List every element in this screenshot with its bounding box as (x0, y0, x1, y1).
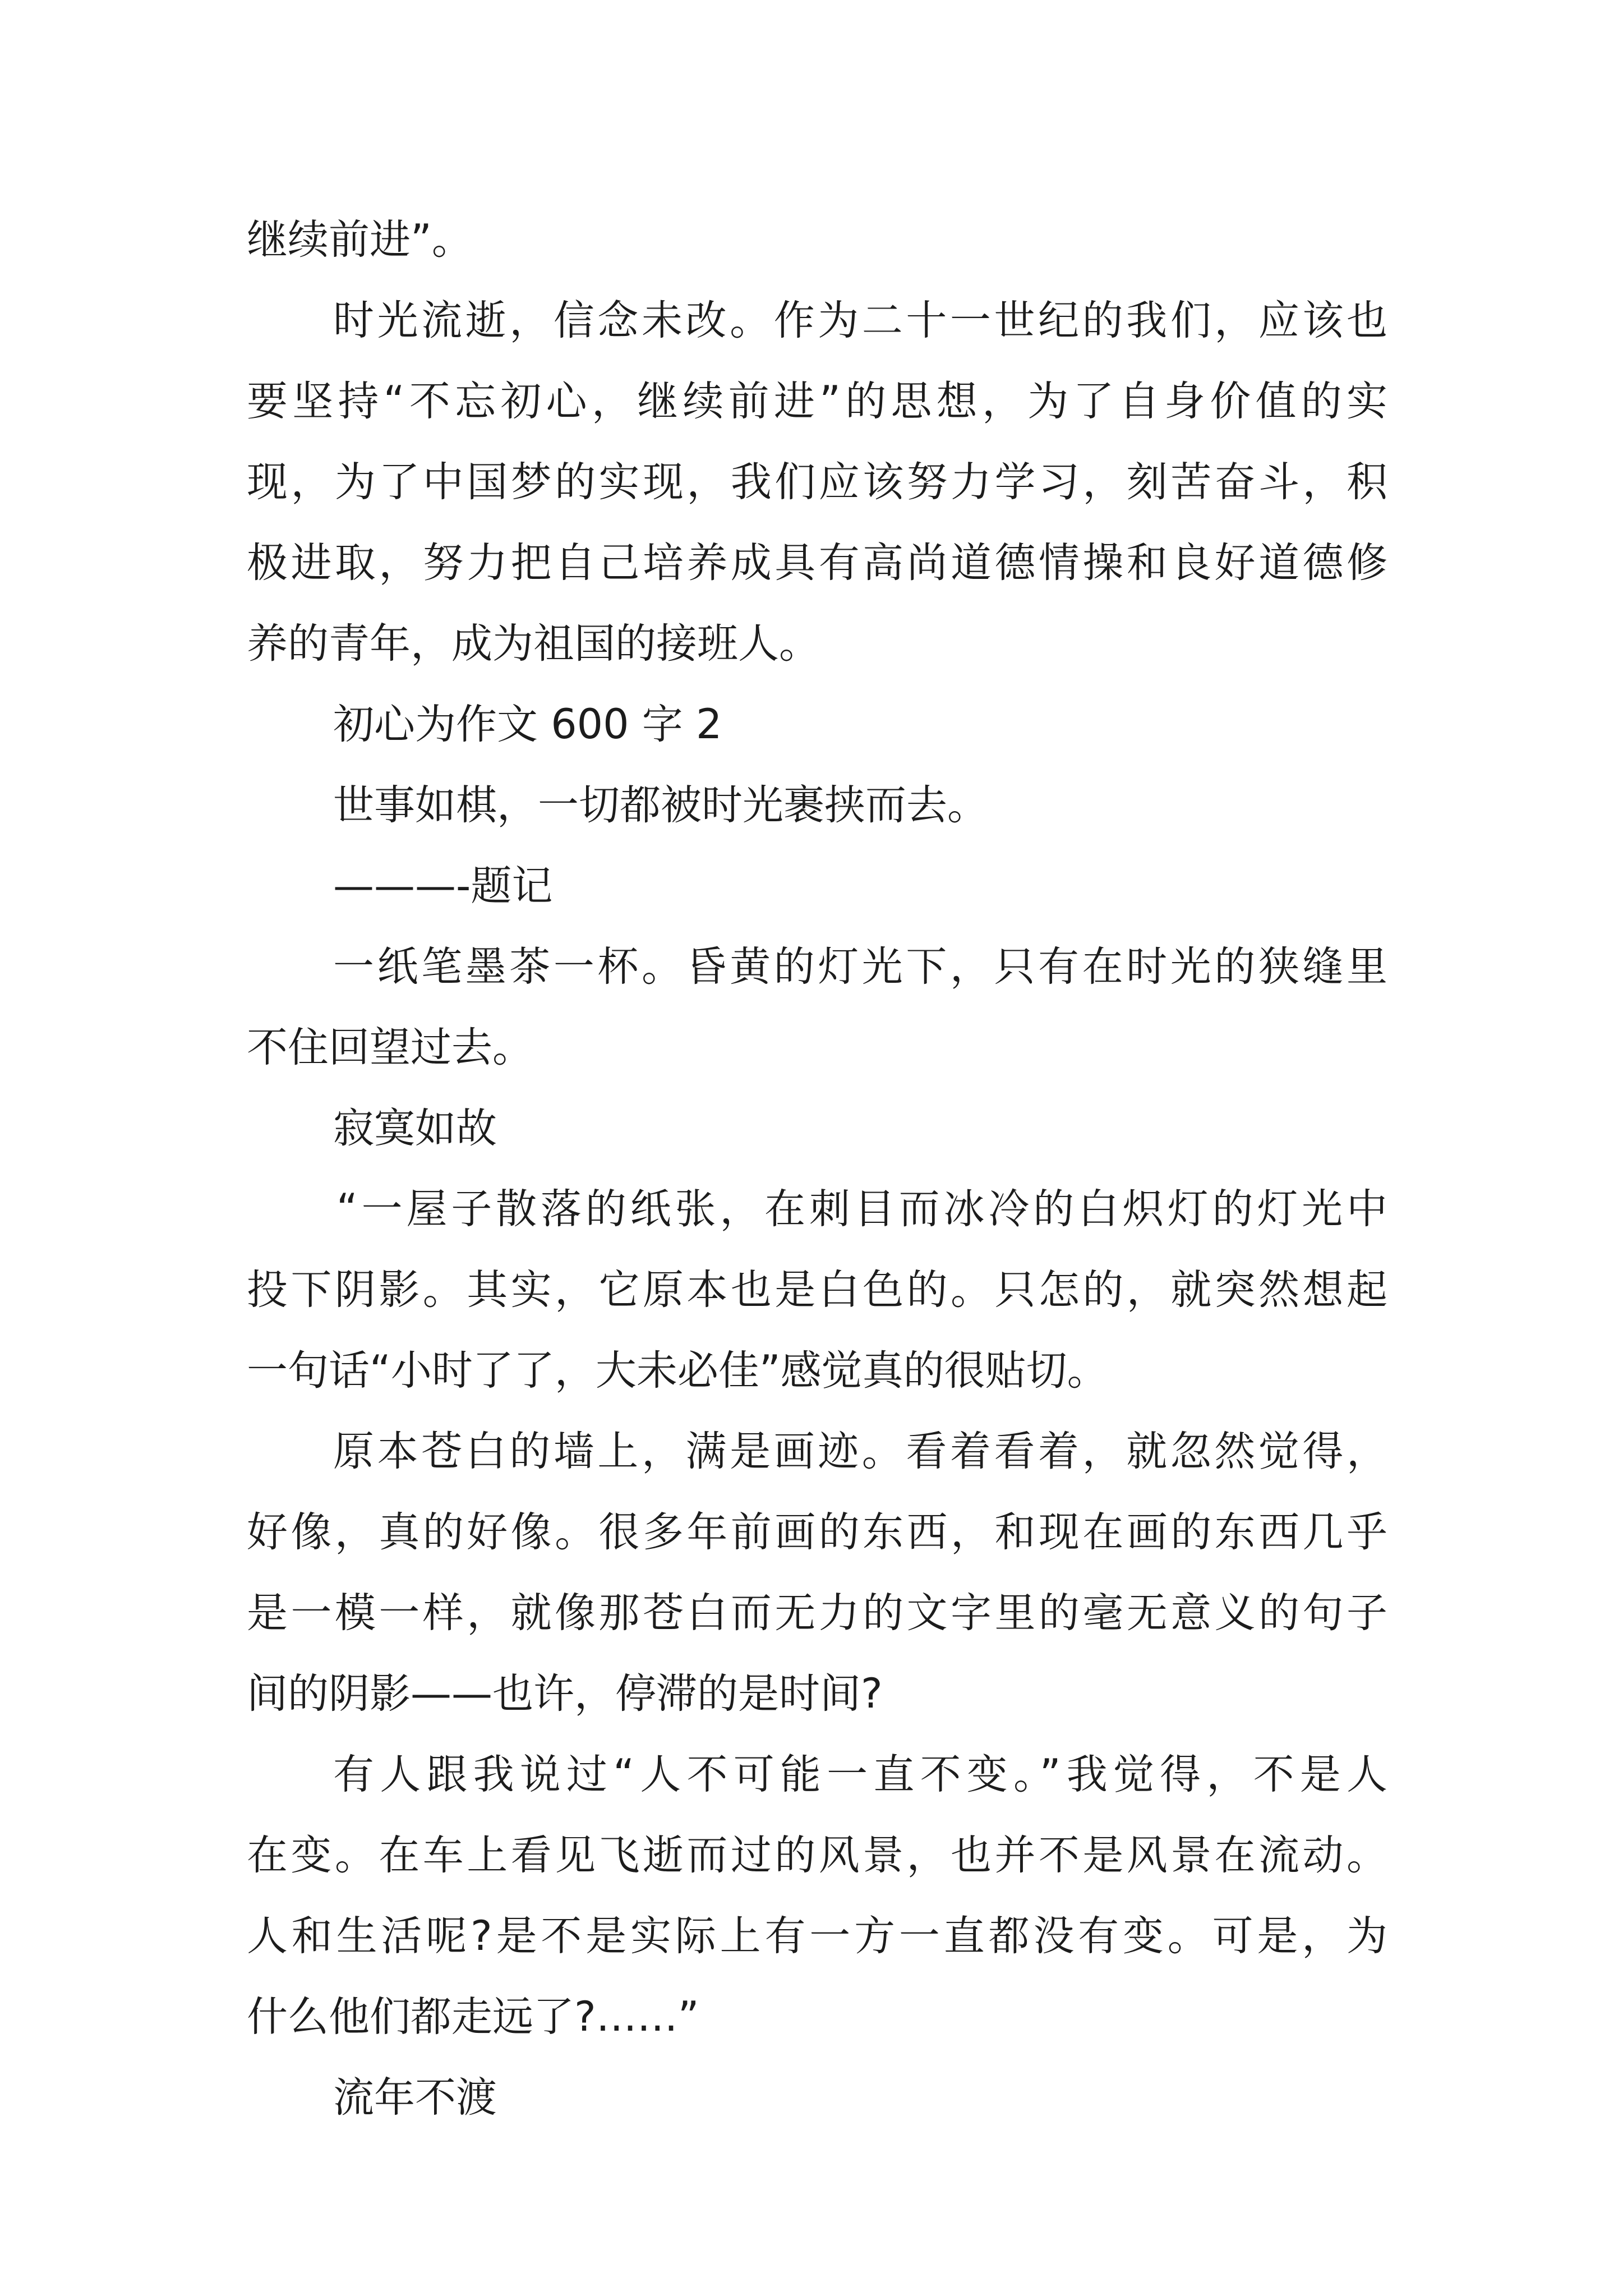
section-heading: 初心为作文 600 字 2 (333, 701, 722, 748)
text-line: 不住回望过去。 (247, 1024, 533, 1071)
text-line: 时光流逝，信念未改。作为二十一世纪的我们，应该也 (333, 297, 1387, 344)
text-line: 现，为了中国梦的实现，我们应该努力学习，刻苦奋斗，积 (247, 458, 1387, 506)
text-line: 养的青年，成为祖国的接班人。 (247, 620, 820, 668)
text-line: 人和生活呢?是不是实际上有一方一直都没有变。可是，为 (247, 1912, 1387, 1960)
text-line: 投下阴影。其实，它原本也是白色的。只怎的，就突然想起 (247, 1266, 1387, 1314)
text-line: 什么他们都走远了?……” (247, 1993, 699, 2041)
text-line: 间的阴影——也许，停滞的是时间? (247, 1670, 883, 1718)
text-line: 极进取，努力把自己培养成具有高尚道德情操和良好道德修 (247, 539, 1387, 587)
text-line: 世事如棋，一切都被时光裹挟而去。 (333, 781, 988, 829)
text-line: 流年不渡 (333, 2074, 497, 2122)
text-line: 继续前进”。 (247, 216, 473, 264)
text-line: “一屋子散落的纸张，在刺目而冰冷的白炽灯的灯光中 (336, 1185, 1387, 1233)
text-line: 一纸笔墨茶一杯。昏黄的灯光下，只有在时光的狭缝里 (333, 943, 1387, 991)
text-line: 在变。在车上看见飞逝而过的风景，也并不是风景在流动。 (247, 1832, 1387, 1879)
text-line: 要坚持“不忘初心，继续前进”的思想，为了自身价值的实 (247, 378, 1387, 425)
text-line: 好像，真的好像。很多年前画的东西，和现在画的东西几乎 (247, 1508, 1387, 1556)
text-line: 一句话“小时了了，大未必佳”感觉真的很贴切。 (247, 1347, 1108, 1395)
text-line: 有人跟我说过“人不可能一直不变。”我觉得，不是人 (333, 1751, 1387, 1798)
text-line: ———-题记 (333, 862, 553, 910)
text-line: 是一模一样，就像那苍白而无力的文字里的毫无意义的句子 (247, 1589, 1387, 1637)
text-line: 原本苍白的墙上，满是画迹。看着看着，就忽然觉得， (333, 1428, 1387, 1475)
text-line: 寂寞如故 (333, 1105, 497, 1152)
